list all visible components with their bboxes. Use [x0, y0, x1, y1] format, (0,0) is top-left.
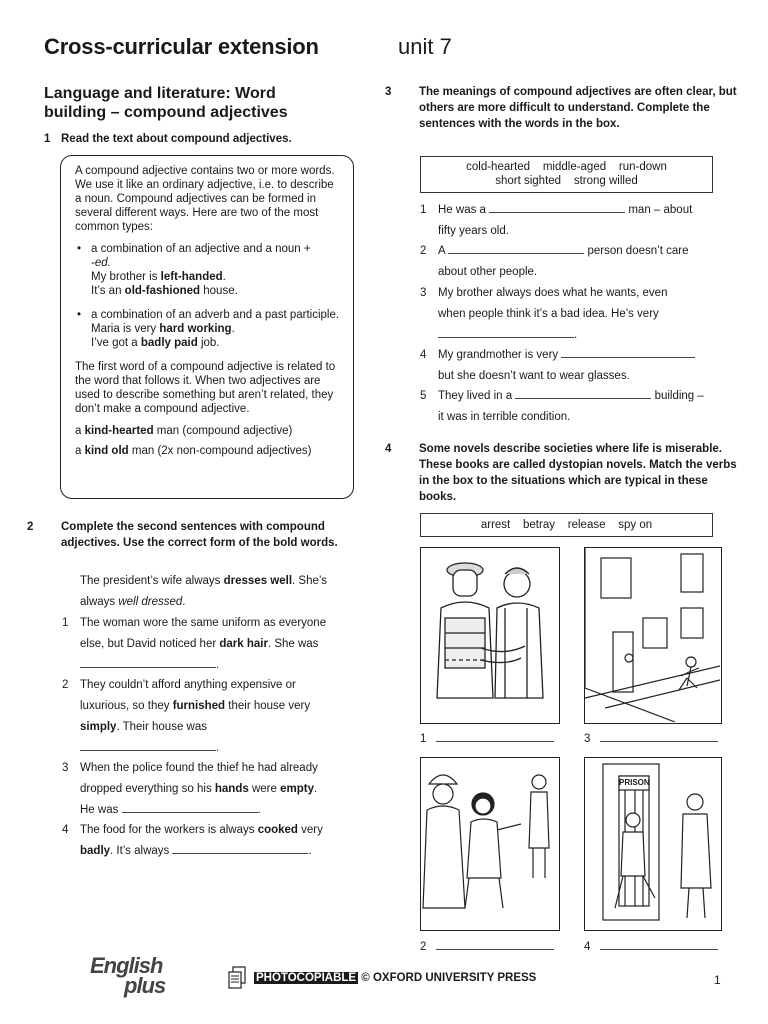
bullet-2-example-2: I’ve got a badly paid job.: [91, 337, 220, 349]
q2-item-3: 3 When the police found the thief he had already dropped everything so his hands were empty. He was .: [62, 758, 372, 821]
answer-blank[interactable]: [80, 656, 216, 668]
info-example-b: a kind old man (2x non-compound adjectives): [75, 445, 312, 457]
q2-number: 2: [27, 521, 34, 533]
picture-street-scene: [584, 547, 722, 724]
copyright-line: [254, 972, 536, 984]
q4-word-box-text: arrest betray release spy on: [480, 519, 653, 531]
q2-item-4: 4 The food for the workers is always cooked very badly. It’s always .: [62, 820, 372, 862]
section-heading-line1: Language and literature: Word: [44, 85, 276, 102]
prison-sign: PRISON: [619, 778, 650, 787]
answer-blank[interactable]: [80, 739, 216, 751]
logo-line1: English: [90, 953, 163, 978]
picture-1-label: 1: [420, 730, 554, 745]
answer-blank[interactable]: [600, 730, 718, 742]
photocopiable-badge: PHOTOCOPIABLE: [256, 972, 357, 984]
section-heading: [44, 84, 344, 122]
answer-blank[interactable]: [600, 938, 718, 950]
building-illustration: [585, 548, 720, 722]
info-para-2: The first word of a compound adjective is related to the word that follows it. When two adjectives are used to describe something but aren’t related, they don’t make a compound adjective.: [75, 361, 336, 415]
q1-instruction: [44, 131, 354, 147]
picture-4-label: 4: [584, 938, 718, 953]
q4-instruction: [385, 441, 745, 505]
q2-item-1-number: 1: [62, 617, 69, 629]
q3-text: The meanings of compound adjectives are often clear, but others are more difficult to understand. Complete the sentences with the words in the box.: [419, 86, 737, 130]
q4-word-box: [420, 513, 713, 537]
prison-gate-illustration: [585, 758, 720, 929]
page-title: Cross-curricular extension: [44, 34, 319, 59]
answer-blank[interactable]: [561, 346, 695, 358]
picture-3-label: 3: [584, 730, 718, 745]
logo-line2: plus: [124, 973, 166, 998]
q3-word-box-line1: cold-hearted middle-aged run-down: [466, 161, 667, 173]
picture-2-label: 2: [420, 938, 554, 953]
people-pointing-illustration: [421, 758, 558, 929]
bullet-1-example-1: My brother is left-handed.: [91, 271, 226, 283]
q2-instruction: [27, 519, 379, 551]
bullet-1-example-2: It’s an old-fashioned house.: [91, 285, 238, 297]
q1-text: Read the text about compound adjectives.: [61, 133, 292, 145]
q3-word-box-line2: short sighted strong willed: [495, 175, 638, 187]
q3-item-2: 2 A person doesn’t care about other people.: [420, 241, 730, 283]
bullet-2-text: • a combination of an adverb and a past participle.: [91, 309, 340, 321]
answer-blank[interactable]: [436, 730, 554, 742]
section-heading-line2: building – compound adjectives: [44, 104, 288, 121]
answer-blank[interactable]: [172, 842, 308, 854]
q3-item-3: 3 My brother always does what he wants, even when people think it’s a bad idea. He’s very .: [420, 287, 668, 341]
info-bullet-2: [75, 308, 341, 350]
q1-number: 1: [44, 133, 51, 145]
picture-prison-scene: [584, 757, 722, 931]
q3-word-box: [420, 156, 713, 193]
q2-item-4-number: 4: [62, 824, 69, 836]
q3-number: 3: [385, 86, 392, 98]
info-bullet-1: [75, 242, 341, 298]
bullet-1-text: • a combination of an adjective and a noun +: [91, 243, 311, 255]
answer-blank[interactable]: [515, 387, 651, 399]
q4-text: Some novels describe societies where life is miserable. These books are called dystopian novels. Match the verbs in the box to the situations which are typical in these books.: [419, 443, 737, 503]
q3-item-5: 5 They lived in a building – it was in terrible condition.: [420, 386, 730, 428]
answer-blank[interactable]: [122, 801, 258, 813]
answer-blank[interactable]: [438, 326, 574, 338]
info-intro: A compound adjective contains two or more words. We use it like an ordinary adjective, i.e. to describe a noun. Compound adjectives can be formed in several different ways. Here are two of the most common types:: [75, 165, 335, 233]
q2-item-2: 2 They couldn’t afford anything expensive or luxurious, so they furnished their house very simply. Their house was .: [62, 675, 372, 759]
photocopy-icon: [228, 966, 246, 995]
english-plus-logo: [90, 953, 166, 998]
answer-blank[interactable]: [489, 201, 625, 213]
q2-example: The president’s wife always dresses well. She’s always well dressed.: [80, 575, 327, 608]
bullet-2-example-1: Maria is very hard working.: [91, 323, 235, 335]
police-officer-illustration: [421, 548, 558, 722]
q3-item-1: 1 He was a man – about fifty years old.: [420, 200, 730, 242]
unit-label: unit 7: [398, 34, 452, 59]
q2-item-2-number: 2: [62, 679, 69, 691]
page-number: 1: [714, 973, 721, 987]
q3-item-4: 4 My grandmother is very but she doesn’t want to wear glasses.: [420, 345, 730, 387]
answer-blank[interactable]: [448, 242, 584, 254]
picture-betray-scene: [420, 757, 560, 931]
picture-arrest-scene: [420, 547, 560, 724]
compound-adjective-info-box: [60, 155, 354, 499]
bullet-1-suffix: -ed.: [91, 257, 111, 269]
q2-text: Complete the second sentences with compound adjectives. Use the correct form of the bold words.: [61, 521, 338, 549]
q2-item-3-number: 3: [62, 762, 69, 774]
q4-number: 4: [385, 443, 392, 455]
publisher: © OXFORD UNIVERSITY PRESS: [358, 972, 537, 984]
answer-blank[interactable]: [436, 938, 554, 950]
q3-instruction: [385, 84, 745, 132]
q2-item-1: 1 The woman wore the same uniform as everyone else, but David noticed her dark hair. She was .: [62, 613, 372, 676]
info-example-a: a kind-hearted man (compound adjective): [75, 425, 293, 437]
